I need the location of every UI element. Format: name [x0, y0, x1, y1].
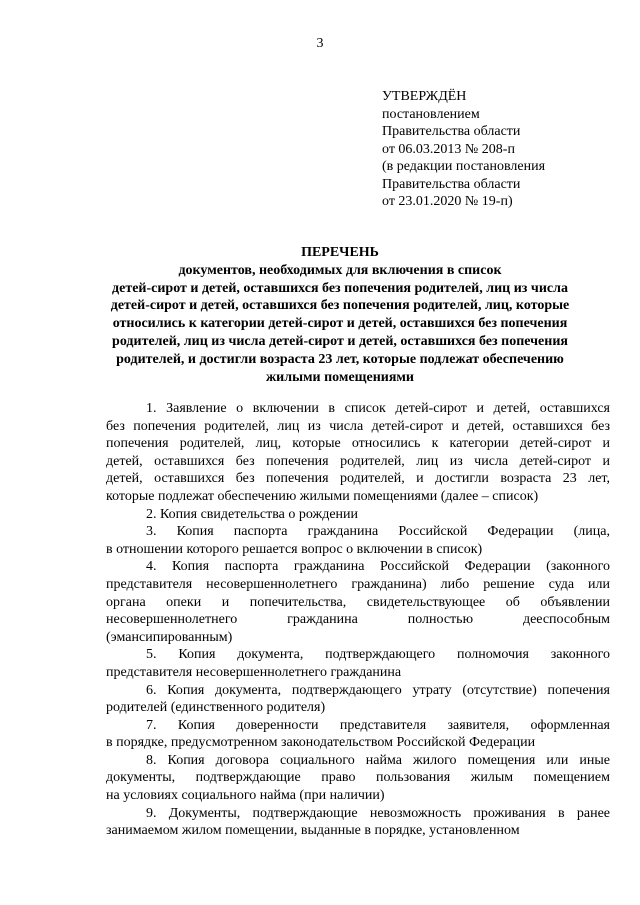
list-item-line: документы, подтверждающие право пользования жилым помещением: [106, 770, 610, 786]
list-item-line: детей, оставшихся без попечения родителей, лиц из числа детей-сирот и: [106, 453, 610, 469]
title-line: родителей, лиц из числа детей-сирот и детей, оставшихся без попечения: [112, 333, 568, 349]
list-item-line: (эмансипированным): [106, 629, 233, 645]
approval-line: от 23.01.2020 № 19-п): [382, 194, 513, 209]
list-item: [106, 717, 610, 752]
title-line: детей-сирот и детей, оставшихся без попечения родителей, лиц из числа: [112, 280, 568, 296]
approval-line: Правительства области: [382, 124, 521, 139]
title-line: ПЕРЕЧЕНЬ: [301, 245, 379, 260]
list-item-line: 4. Копия паспорта гражданина Российской Федерации (законного: [146, 559, 610, 575]
list-item-line: занимаемом жилом помещении, выданные в порядке, установленном: [106, 823, 520, 839]
page-number: 3: [316, 36, 324, 51]
approval-line: Правительства области: [382, 176, 521, 192]
list-item-line: 1. Заявление о включении в список детей-сирот и детей, оставшихся: [146, 401, 610, 416]
list-item-line: на условиях социального найма (при наличии): [106, 788, 385, 804]
title-line: относились к категории детей-сирот и детей, оставшихся без попечения: [112, 316, 568, 332]
list-item-line: 6. Копия документа, подтверждающего утрату (отсутствие) попечения: [146, 682, 610, 698]
list-item: [106, 646, 610, 681]
approval-stamp: [382, 88, 632, 211]
list-item-line: 9. Документы, подтверждающие невозможность проживания в ранее: [146, 805, 610, 821]
title-line: жилыми помещениями: [266, 369, 414, 385]
approval-line: УТВЕРЖДЁН: [382, 89, 467, 104]
list-item: [106, 523, 610, 558]
list-item: [106, 752, 610, 805]
list-item-line: 3. Копия паспорта гражданина Российской Федерации (лица,: [146, 524, 610, 540]
list-item: [106, 558, 610, 646]
list-item-line: 8. Копия договора социального найма жилого помещения или иные: [146, 752, 610, 768]
list-item-line: детей, оставшихся без попечения родителей, и достигли возраста 23 лет,: [106, 471, 610, 487]
list-item: [106, 805, 610, 840]
list-item-line: 5. Копия документа, подтверждающего полномочия законного: [146, 647, 610, 663]
list-item: [106, 506, 610, 524]
list-item-line: представителя несовершеннолетнего гражданина: [106, 664, 402, 680]
list-item-line: которые подлежат обеспечению жилыми помещениями (далее – список): [106, 488, 539, 504]
list-item-line: без попечения родителей, лиц из числа детей-сирот и детей, оставшихся без: [106, 418, 610, 434]
document-list: [106, 400, 610, 840]
approval-line: от 06.03.2013 № 208-п: [382, 141, 515, 157]
title-line: детей-сирот и детей, оставшихся без попечения родителей, лиц, которые: [110, 298, 570, 314]
list-item-line: 2. Копия свидетельства о рождении: [146, 506, 359, 522]
list-item: [106, 400, 610, 506]
list-item-line: 7. Копия доверенности представителя заявителя, оформленная: [146, 717, 610, 733]
list-item-line: несовершеннолетнего гражданина полностью дееспособным: [106, 612, 610, 628]
list-item-line: органа опеки и попечительства, свидетельствующее об объявлении: [106, 594, 610, 610]
approval-line: (в редакции постановления: [382, 159, 546, 174]
list-item-line: в отношении которого решается вопрос о включении в список): [106, 541, 483, 557]
list-item-line: родителей (единственного родителя): [106, 700, 326, 716]
document-title: [70, 244, 610, 386]
title-line: родителей, и достигли возраста 23 лет, которые подлежат обеспечению: [116, 351, 564, 367]
list-item: [106, 682, 610, 717]
title-line: документов, необходимых для включения в список: [178, 262, 502, 278]
list-item-line: представителя несовершеннолетнего гражданина) либо решение суда или: [106, 576, 610, 592]
approval-line: постановлением: [382, 106, 480, 122]
list-item-line: попечения родителей, лиц, которые относились к категории детей-сирот и: [106, 436, 610, 452]
list-item-line: в порядке, предусмотренном законодательством Российской Федерации: [106, 735, 536, 751]
